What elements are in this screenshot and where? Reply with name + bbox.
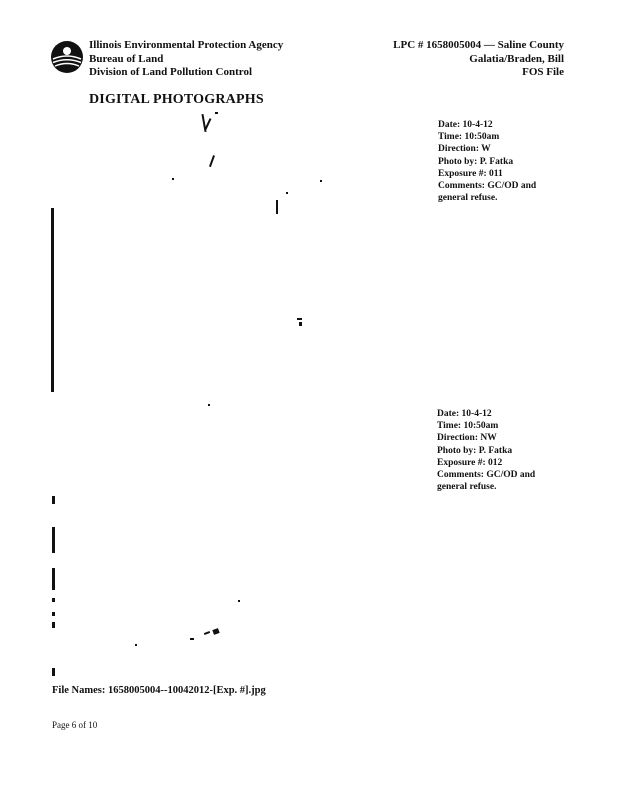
bureau-name: Bureau of Land: [89, 52, 164, 65]
scan-speck: [215, 112, 218, 114]
photo-date: Date: 10-4-12: [437, 409, 492, 419]
photo-author: Photo by: P. Fatka: [437, 445, 513, 456]
scan-speck: [209, 155, 215, 167]
photo-time: Time: 10:50am: [437, 421, 499, 432]
photo-exposure: Exposure #: 012: [437, 457, 503, 468]
scan-speck: [208, 404, 210, 406]
photo-author: Photo by: P. Fatka: [438, 156, 514, 167]
scan-speck: [320, 180, 322, 182]
scan-speck: [212, 628, 219, 635]
photo-1-area: [50, 110, 420, 395]
photo-comments: Comments: GC/OD and: [437, 470, 536, 481]
photo-exposure: Exposure #: 011: [438, 168, 503, 179]
photo-comments-cont: general refuse.: [438, 193, 498, 204]
agency-block: [89, 39, 283, 80]
photo-1-edge-line: [51, 208, 54, 392]
photo-direction: Direction: W: [438, 144, 491, 155]
scan-speck: [172, 178, 174, 180]
scan-speck: [299, 322, 302, 326]
scan-speck: [204, 631, 210, 635]
photo-direction: Direction: NW: [437, 433, 497, 444]
scan-speck: [297, 318, 302, 320]
photo-2-edge-mark: [52, 612, 55, 616]
file-type: FOS File: [522, 66, 564, 78]
page-title: DIGITAL PHOTOGRAPHS: [89, 92, 264, 107]
photo-2-edge-mark: [52, 598, 55, 602]
file-names-label: File Names: 1658005004--10042012-[Exp. #].jpg: [52, 685, 266, 696]
photo-comments-cont: general refuse.: [437, 482, 497, 493]
photo-2-edge-mark: [52, 622, 55, 628]
photo-2-area: [50, 400, 420, 685]
agency-name: Illinois Environmental Protection Agency: [89, 39, 284, 51]
photo-time: Time: 10:50am: [438, 132, 500, 143]
page-number: Page 6 of 10: [52, 720, 98, 730]
photo-2-edge-mark: [52, 496, 55, 504]
photo-info-1: [438, 119, 536, 204]
site-name: Galatia/Braden, Bill: [469, 52, 564, 65]
lpc-number: LPC # 1658005004 — Saline County: [393, 39, 564, 51]
photo-2-edge-mark: [52, 668, 55, 676]
scan-speck: [205, 118, 212, 130]
photo-date: Date: 10-4-12: [438, 120, 493, 130]
scan-speck: [238, 600, 240, 602]
scan-speck: [286, 192, 288, 194]
scan-speck: [190, 638, 194, 640]
illinois-epa-logo-icon: [50, 40, 84, 74]
photo-2-edge-line: [52, 527, 55, 553]
photo-2-edge-line: [52, 568, 55, 590]
site-info-block: [393, 39, 564, 80]
scan-speck: [276, 200, 278, 214]
division-name: Division of Land Pollution Control: [89, 66, 252, 78]
scan-speck: [135, 644, 137, 646]
photo-info-2: [437, 408, 535, 493]
photo-comments: Comments: GC/OD and: [438, 181, 537, 192]
